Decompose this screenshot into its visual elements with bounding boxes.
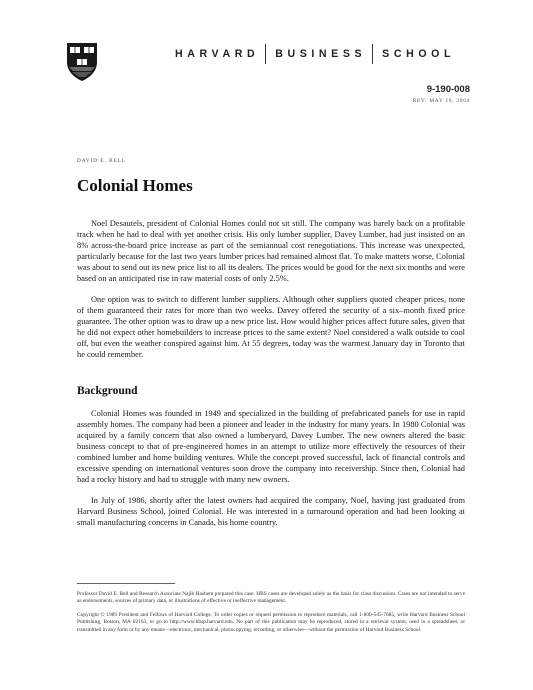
section-heading-background: Background xyxy=(77,385,138,397)
brand-divider xyxy=(265,44,266,64)
case-number: 9-190-008 xyxy=(426,84,470,95)
revision-date: REV: MAY 10, 2004 xyxy=(412,98,470,104)
background-paragraph-2: In July of 1986, shortly after the latest owners had acquired the company, Noel, having just graduated from Harvard Business School, joined Colonial. He was interested in a turnaround operation and had been looking at small manufacturing concerns in Canada, his home country. xyxy=(77,496,465,527)
case-title: Colonial Homes xyxy=(77,176,193,195)
intro-paragraph-1: Noel Desautels, president of Colonial Homes could not sit still. The company was barely back on a profitable track when he had to deal with yet another crisis. His only lumber supplier, Davey Lumber, had just insisted on an 8% across-the-board price increase as part of the semiannual cost renegotiations. This increase was unexpected, particularly because for the last two years lumber prices had remained almost flat. To make matters worse, Colonial was about to send out its new price list to all its dealers. The prices would be good for the next six months and were based on an anticipated rise in raw material costs of only 2.5%. xyxy=(77,219,465,283)
footnote-divider xyxy=(77,583,175,584)
brand-business: BUSINESS xyxy=(275,48,367,60)
footer-notes xyxy=(77,591,465,634)
brand-harvard: HARVARD xyxy=(175,48,260,60)
copyright-notice: Copyright © 1989 President and Fellows of Harvard College. To order copies or request permission to reproduce materials, call 1-800-545-7685, write Harvard Business School Publishing, Boston, MA 02163, or go to http://www.hbsp.harvard.edu. No part of this publication may be reproduced, stored in a retrieval system, used in a spreadsheet, or transmitted in any form or by any means—electronic, mechanical, photocopying, recording, or otherwise—without the permission of Harvard Business School. xyxy=(77,611,465,633)
author-name: DAVID E. BELL xyxy=(77,158,127,164)
brand-divider xyxy=(372,44,373,64)
preparation-note: Professor David E. Bell and Research Associate Najib Hashem prepared this case. HBS cases are developed solely as the basis for class discussion. Cases are not intended to serve as endorsements, sources of primary data, or illustrations of effective or ineffective management. xyxy=(77,591,465,605)
harvard-shield-logo xyxy=(66,42,98,82)
institution-name xyxy=(175,43,485,65)
brand-school: SCHOOL xyxy=(382,48,456,60)
intro-section xyxy=(77,218,465,360)
background-section xyxy=(77,408,465,528)
background-paragraph-1: Colonial Homes was founded in 1949 and specialized in the building of prefabricated panels for use in rapid assembly homes. The company had been a pioneer and leader in the industry for many years. In 1980 Colonial was acquired by a family concern that also owned a lumberyard, Davey Lumber. The new owners altered the basic business concept to that of pre-engineered homes in an attempt to utilize more effectively the resources of their combined lumber and home building ventures. While the concept proved successful, lack of financial controls and excessive spending on international ventures soon drove the company into receivership. Since then, Colonial had had a rocky history and had to struggle with many new owners. xyxy=(77,409,465,484)
intro-paragraph-2: One option was to switch to different lumber suppliers. Although other suppliers quoted cheaper prices, none of them guaranteed their rates for more than two weeks. Davey offered the security of a six–month fixed price guarantee. The other option was to draw up a new price list. How would higher prices affect future sales, given that he did not expect other homebuilders to increase prices to the same extent? Noel considered a walk outside to cool off, but even the weather conspired against him. At 55 degrees, today was the warmest January day in Toronto that he could remember. xyxy=(77,295,465,359)
